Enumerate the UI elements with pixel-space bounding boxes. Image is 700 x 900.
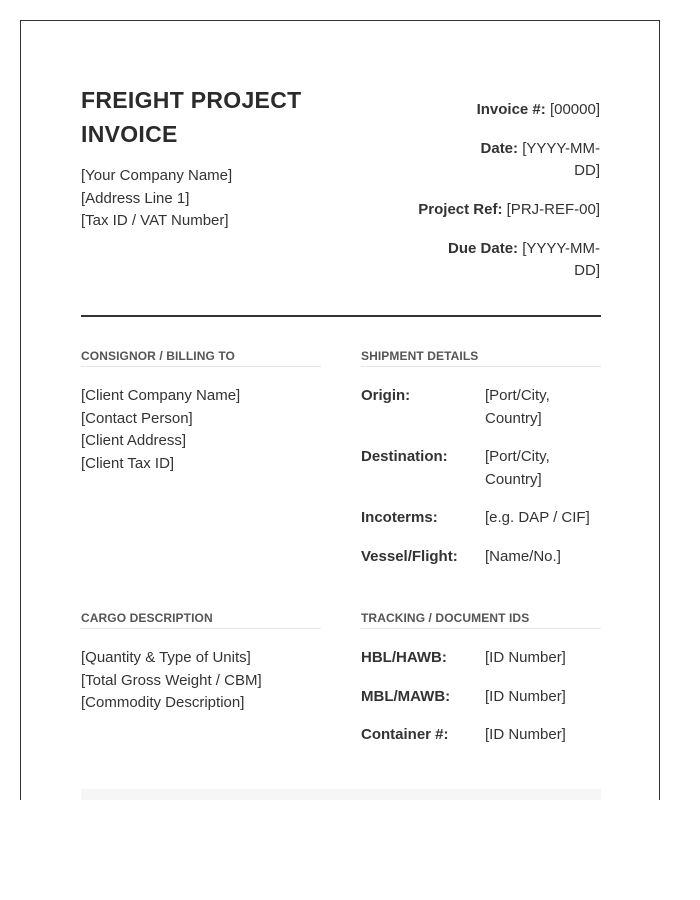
invoice-date-row [475, 138, 600, 182]
hbl-value: [ID Number] [485, 649, 566, 666]
due-date-row [440, 238, 600, 282]
project-ref-row [400, 199, 600, 221]
container-label: Container #: [361, 726, 449, 743]
incoterms-row [361, 507, 601, 530]
project-ref-value: [PRJ-REF-00] [506, 201, 600, 218]
invoice-number-value: [00000] [549, 101, 600, 118]
invoice-meta [400, 99, 600, 282]
cargo-quantity: [Quantity & Type of Units] [81, 649, 251, 666]
destination-label: Destination: [361, 448, 448, 465]
vessel-flight-row [361, 546, 601, 569]
container-value: [ID Number] [485, 726, 566, 743]
tracking-section [361, 610, 601, 763]
table-header-bar [81, 789, 601, 800]
client-tax-id: [Client Tax ID] [81, 454, 175, 472]
incoterms-label: Incoterms: [361, 509, 438, 526]
invoice-page [20, 20, 660, 800]
client-address: [Client Address] [81, 432, 187, 449]
company-info [81, 165, 341, 233]
mbl-value: [ID Number] [485, 687, 566, 705]
client-company-name: [Client Company Name] [81, 387, 241, 404]
cargo-heading: CARGO DESCRIPTION [81, 610, 321, 629]
origin-label: Origin: [361, 387, 411, 404]
due-date-value: [YYYY-MM-DD] [522, 240, 600, 279]
header-divider [81, 315, 601, 317]
invoice-date-value: [YYYY-MM-DD] [522, 140, 600, 179]
invoice-number-label: Invoice #: [476, 101, 546, 118]
vessel-flight-value: [Name/No.] [485, 547, 561, 565]
due-date-label: Due Date: [448, 240, 519, 257]
company-address: [Address Line 1] [81, 189, 190, 207]
invoice-date-label: Date: [480, 140, 519, 157]
company-tax-id: [Tax ID / VAT Number] [81, 212, 229, 229]
mbl-label: MBL/MAWB: [361, 687, 451, 705]
project-ref-label: Project Ref: [418, 201, 503, 218]
shipment-section [361, 348, 601, 584]
invoice-number-row [400, 99, 600, 121]
company-name: [Your Company Name] [81, 167, 233, 184]
cargo-commodity: [Commodity Description] [81, 694, 245, 711]
origin-value: [Port/City, Country] [485, 387, 550, 427]
destination-row [361, 446, 601, 491]
destination-value: [Port/City, Country] [485, 448, 550, 488]
consignor-heading: CONSIGNOR / BILLING TO [81, 348, 321, 367]
tracking-heading: TRACKING / DOCUMENT IDS [361, 610, 601, 629]
client-contact-person: [Contact Person] [81, 409, 193, 427]
consignor-section [81, 348, 321, 475]
origin-row [361, 385, 601, 430]
cargo-weight: [Total Gross Weight / CBM] [81, 671, 262, 689]
incoterms-value: [e.g. DAP / CIF] [485, 509, 590, 526]
invoice-title: FREIGHT PROJECT INVOICE [81, 87, 302, 147]
mbl-row [361, 686, 601, 709]
shipment-heading: SHIPMENT DETAILS [361, 348, 601, 367]
hbl-label: HBL/HAWB: [361, 649, 447, 666]
hbl-row [361, 647, 601, 670]
vessel-flight-label: Vessel/Flight: [361, 547, 458, 565]
container-row [361, 724, 601, 747]
cargo-section [81, 610, 321, 715]
